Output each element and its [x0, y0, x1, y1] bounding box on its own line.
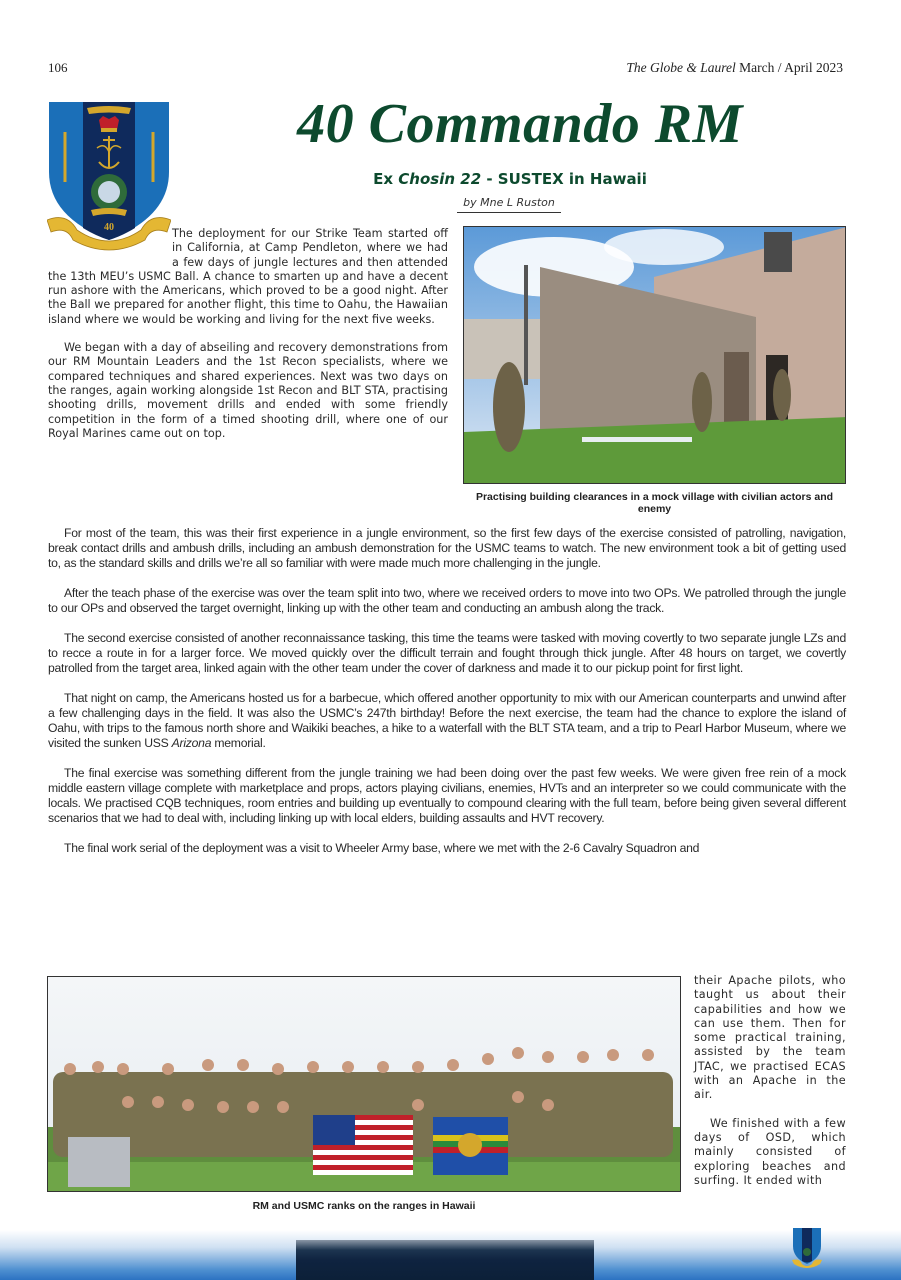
paragraph: We finished with a few days of OSD, which mainly consisted of exploring beaches and surfing. It ended with — [694, 1116, 846, 1187]
paragraph: The final work serial of the deployment was a visit to Wheeler Army base, where we met with the 2-6 Cavalry Squadron and — [64, 840, 700, 855]
paragraph: their Apache pilots, who taught us about their capabilities and how we can use them. Then for some practical training, assisted by the team JTAC, we practised ECAS with an Apache in the air. — [694, 974, 846, 1102]
full-width-text — [48, 526, 846, 856]
page-number: 106 — [48, 60, 68, 75]
paragraph: We began with a day of abseiling and recovery demonstrations from our RM Mountain Leaders and the 1st Recon specialists, where we compared techniques and shared experiences. Next was two days on the ranges, again working alongside 1st Recon and BLT STA, practising shooting drills, movement drills and ended with some friendly competition in the form of a timed shooting drill, where one of our Royal Marines came out on top. — [48, 341, 448, 440]
us-flag — [313, 1115, 413, 1175]
paragraph: The second exercise consisted of another reconnaissance tasking, this time the teams were tasked with moving covertly to two separate jungle LZs and to recce a route in for a larger force. We moved quickly over the difficult terrain and fought through thick jungle. After 48 hours on target, we covertly patrolled from the target area, linked again with the other team under the cover of darkness and made it to our pickup point for first light. — [48, 630, 846, 676]
mock-village-photo — [463, 226, 846, 484]
paragraph: The final exercise was something different from the jungle training we had been doing over the past few weeks. We were given free rein of a mock middle eastern village complete with marketplace and props, actors playing civilians, enemies, HVTs and an interpreter so we could communicate with the locals. We practised CQB techniques, room entries and building up eventually to compound clearing with the full team, before being given several different scenarios that we had to deal with, including linking up with local elders, building assaults and HVT recovery. — [48, 765, 846, 826]
group-photo — [47, 976, 681, 1192]
paragraph: For most of the team, this was their first experience in a jungle environment, so the first few days of the exercise consisted of patrolling, navigation, break contact drills and ambush drills, including an ambush demonstration for the USMC teams to watch. The new environment took a bit of getting used to, as the standard skills and drills we’re all so familiar with were made much more challenging in the jungle. — [48, 526, 846, 571]
running-head — [626, 60, 843, 76]
footer-center-band — [296, 1240, 594, 1280]
publication-name: The Globe & Laurel — [626, 60, 736, 75]
article-title: 40 Commando RM — [297, 93, 743, 155]
figure-caption: RM and USMC ranks on the ranges in Hawaii — [252, 1200, 476, 1212]
byline: by Mne L Ruston — [457, 196, 561, 213]
issue-date: March / April 2023 — [739, 60, 843, 75]
article-subtitle: Ex Chosin 22 - SUSTEX in Hawaii — [373, 170, 647, 188]
rm-flag — [433, 1117, 508, 1175]
svg-text:40: 40 — [104, 222, 114, 233]
right-column — [694, 974, 846, 1202]
paragraph: That night on camp, the Americans hosted us for a barbecue, which offered another opportunity to mix with our American counterparts and unwind after a few challenging days in the field. It was also the USMC’s 247th birthday! Before the next exercise, the team had the chance to explore the island of Oahu, with trips to the famous north shore and Waikiki beaches, a hike to a waterfall with the BLT STA team, and a trip to Pearl Harbor Museum, where we visited the sunken USS Arizona memorial. — [48, 690, 846, 751]
paragraph: The deployment for our Strike Team started off in California, at Camp Pendleton, where we had a few days of jungle lectures and then attended the 13th MEU’s USMC Ball. A chance to smarten up and have a decent run ashore with the Americans, which proved to be a good night. After the Ball we prepared for another flight, this time to Oahu, the Hawaiian island where we would be working and living for the next five weeks. — [48, 227, 448, 326]
figure-caption: Practising building clearances in a mock village with civilian actors and enemy — [475, 491, 834, 515]
crest-icon — [792, 1228, 822, 1268]
left-column — [48, 227, 448, 455]
paragraph: After the teach phase of the exercise was over the team split into two, where we received orders to move into two OPs. We patrolled through the jungle to our OPs and observed the target overnight, linking up with the other team and conducting an ambush along the track. — [48, 585, 846, 616]
